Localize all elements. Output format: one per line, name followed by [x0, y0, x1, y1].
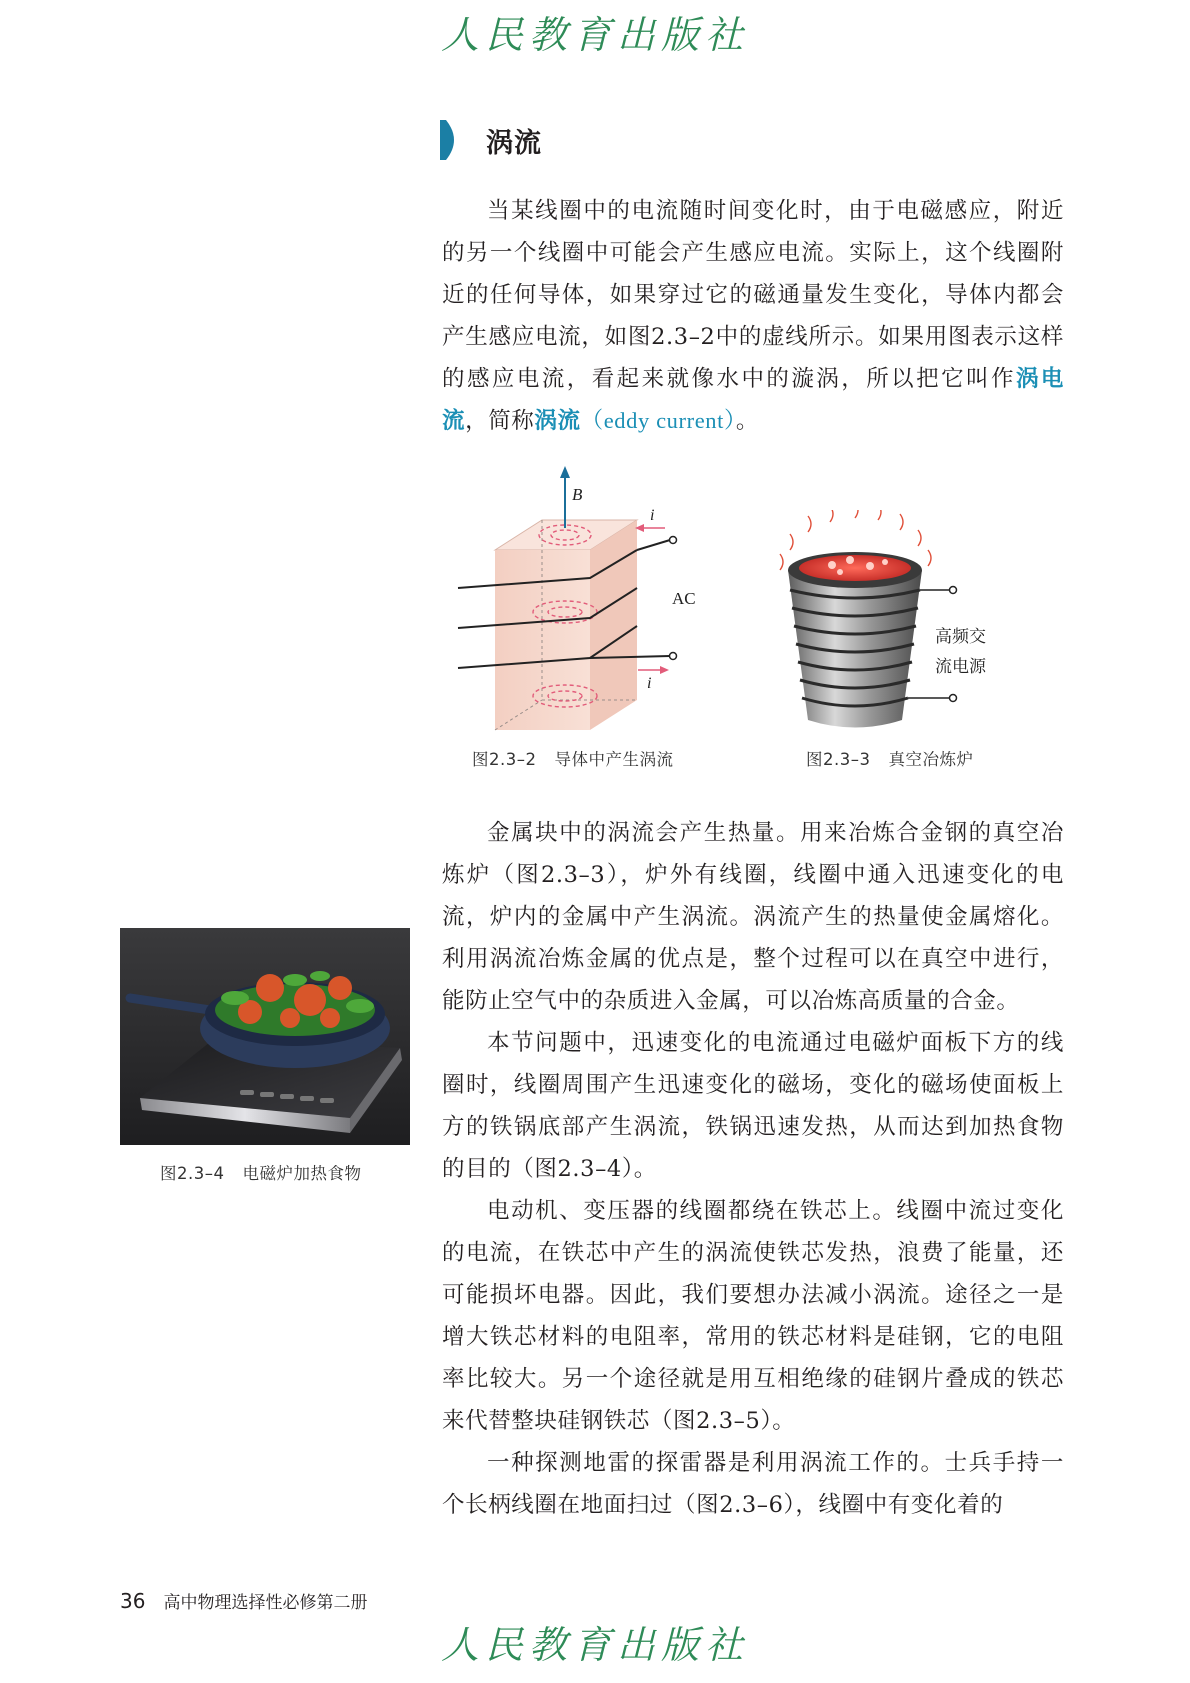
caption-number: 图2.3–2 [472, 750, 537, 769]
publisher-logo-bottom [0, 1614, 1190, 1674]
caption-text: 真空冶炼炉 [888, 750, 974, 769]
caption-text: 电磁炉加热食物 [242, 1164, 362, 1183]
figure-2-caption [472, 746, 674, 770]
publisher-logo-image [430, 1616, 760, 1672]
current-arrow-bottom-head [660, 666, 669, 674]
label-power-line1: 高频交 [935, 627, 986, 647]
furnace-terminal-top [950, 587, 957, 594]
term-eddy-electric-current: 涡电流 [442, 366, 1064, 434]
paragraph-eddy-definition [442, 190, 1064, 442]
paragraph-text: 。 [735, 408, 759, 434]
label-AC: AC [672, 589, 696, 608]
caption-number: 图2.3–3 [806, 750, 871, 769]
publisher-logo-text: 人民教育出版社 [440, 1623, 750, 1667]
page-number: 36 [120, 1589, 146, 1613]
caption-number: 图2.3–4 [160, 1164, 225, 1183]
section-title: 涡流 [486, 127, 542, 159]
paragraph-furnace: 金属块中的涡流会产生热量。用来冶炼合金钢的真空冶炼炉（图2.3–3），炉外有线圈，线圈中通入迅速变化的电流，炉内的金属中产生涡流。涡流产生的热量使金属熔化。利用涡流冶炼金属的优点是，整个过程可以在真空中进行，能防止空气中的杂质进入金属，可以冶炼高质量的合金。 [442, 820, 1064, 1014]
terminal-bottom [670, 653, 677, 660]
caption-text: 导体中产生涡流 [554, 750, 674, 769]
molten-metal [799, 555, 911, 581]
paragraph-text: 当某线圈中的电流随时间变化时，由于电磁感应，附近的另一个线圈中可能会产生感应电流。实际上，这个线圈附近的任何导体，如果穿过它的磁通量发生变化，导体内都会产生感应电流，如图2.3–2中的虚线所示。如果用图表示这样的感应电流，看起来就像水中的漩涡，所以把它叫作 [442, 198, 1064, 392]
term-english: （eddy current） [580, 408, 736, 433]
label-i-bottom: i [647, 675, 652, 692]
paragraph-reduce-eddy: 电动机、变压器的线圈都绕在铁芯上。线圈中流过变化的电流，在铁芯中产生的涡流使铁芯发热，浪费了能量，还可能损坏电器。因此，我们要想办法减小涡流。途径之一是增大铁芯材料的电阻率，常用的铁芯材料是硅钢，它的电阻率比较大。另一个途径就是用互相绝缘的硅钢片叠成的铁芯来代替整块硅钢铁芯（图2.3–5）。 [442, 1198, 1064, 1434]
publisher-logo-text: 人民教育出版社 [440, 13, 750, 57]
block-side-face [590, 520, 637, 730]
publisher-logo-image [430, 6, 760, 62]
figure-4-caption [160, 1160, 362, 1184]
label-power-line2: 流电源 [935, 657, 986, 677]
figure-3-caption [806, 746, 974, 770]
label-i-top: i [650, 507, 655, 524]
section-heading [440, 120, 542, 160]
paragraph-text: ，简称 [465, 408, 535, 434]
page-footer [120, 1588, 367, 1613]
figure-induction-cooker-photo [120, 928, 410, 1145]
label-B: B [572, 485, 583, 504]
induction-cooker-illustration [120, 928, 410, 1145]
paragraph-mine-detector: 一种探测地雷的探雷器是利用涡流工作的。士兵手持一个长柄线圈在地面扫过（图2.3–6），线圈中有变化着的 [442, 1450, 1064, 1518]
terminal-top [670, 537, 677, 544]
figure-conductor-eddy-currents [440, 460, 730, 740]
book-title: 高中物理选择性必修第二册 [163, 1593, 368, 1613]
furnace-terminal-bottom [950, 695, 957, 702]
publisher-logo-top [0, 4, 1190, 64]
term-eddy-current: 涡流 [534, 408, 581, 434]
paragraph-induction-cooker: 本节问题中，迅速变化的电流通过电磁炉面板下方的线圈时，线圈周围产生迅速变化的磁场，变化的磁场使面板上方的铁锅底部产生涡流，铁锅迅速发热，从而达到加热食物的目的（图2.3–4）。 [442, 1030, 1064, 1182]
magnetic-field-arrow-head [560, 466, 570, 478]
figure-vacuum-furnace [770, 510, 1040, 740]
section-marker-icon [440, 120, 462, 160]
